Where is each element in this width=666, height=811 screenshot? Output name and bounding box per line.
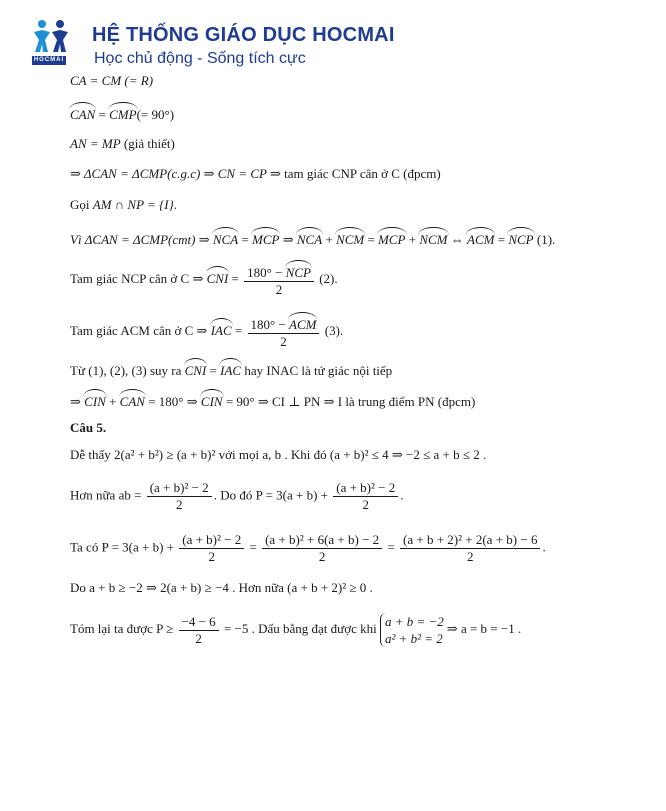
line-3: AN = MP (giả thiết)	[70, 136, 175, 151]
line-4: ⇒ ΔCAN = ΔCMP(c.g.c) ⇒ CN = CP ⇒ tam giác CNP cân ở C (đpcm)	[70, 166, 441, 181]
line-1: CA = CM (= R)	[70, 73, 154, 88]
line-8: Tam giác ACM cân ở C ⇒ IAC = $\frac{\text{180° − ACM}}{2}$ (3).	[70, 314, 343, 350]
line-9: Từ (1), (2), (3) suy ra CNI = IAC hay INAC là tứ giác nội tiếp	[70, 360, 392, 379]
line-10: ⇒ CIN + CAN = 180° ⇒ CIN = 90° ⇒ CI ⊥ PN ⇒ I là trung điểm PN (đpcm)	[70, 391, 475, 410]
header	[30, 18, 450, 70]
line-15: Tóm lại ta được P ≥ $\frac{-4 - 6}{2}$ = −5 . Dấu bằng đạt được khi a + b = −2 a² + b² = 2 ⇒ a = b = −1 .	[70, 613, 522, 646]
line-7: Tam giác NCP cân ở C ⇒ CNI = $\frac{\text{180° − NCP}}{2}$ (2).	[70, 262, 338, 298]
line-14: Do a + b ≥ −2 ⇒ 2(a + b) ≥ −4 . Hơn nữa (a + b + 2)² ≥ 0 .	[70, 580, 373, 595]
line-6: Vì ΔCAN = ΔCMP(cmt) ⇒ NCA = MCP ⇒ NCA + NCM = MCP + NCM ⇔ ACM = NCP (1).	[70, 229, 555, 248]
line-12: Hơn nữa ab = $\frac{\text{(a + b)² − 2}}{2}$ . Do đó P = 3(a + b) + $\frac{\text{(a + b)² − 2}}{2}$ .	[70, 480, 404, 512]
line-11: Dễ thấy 2(a² + b²) ≥ (a + b)² với mọi a, b . Khi đó (a + b)² ≤ 4 ⇒ −2 ≤ a + b ≤ 2 .	[70, 447, 487, 462]
brand-slogan: Học chủ động - Sống tích cực	[94, 50, 306, 67]
section-heading-cau-5: Câu 5.	[70, 420, 107, 435]
line-13: Ta có P = 3(a + b) + $\frac{\text{(a + b)² − 2}}{2}$ = $\frac{\text{(a + b)² + 6(a + b) − 2}}{2}$ = $\frac{\text{(a + b + 2)² + 2(a + b) − 6}}{2}$ .	[70, 532, 546, 564]
brand-title: HỆ THỐNG GIÁO DỤC HOCMAI	[92, 24, 395, 46]
line-5: Gọi AM ∩ NP = {I}.	[70, 197, 178, 212]
logo-text: HOCMAI	[33, 57, 65, 63]
line-2: CAN = CMP(= 90°)	[70, 104, 174, 123]
